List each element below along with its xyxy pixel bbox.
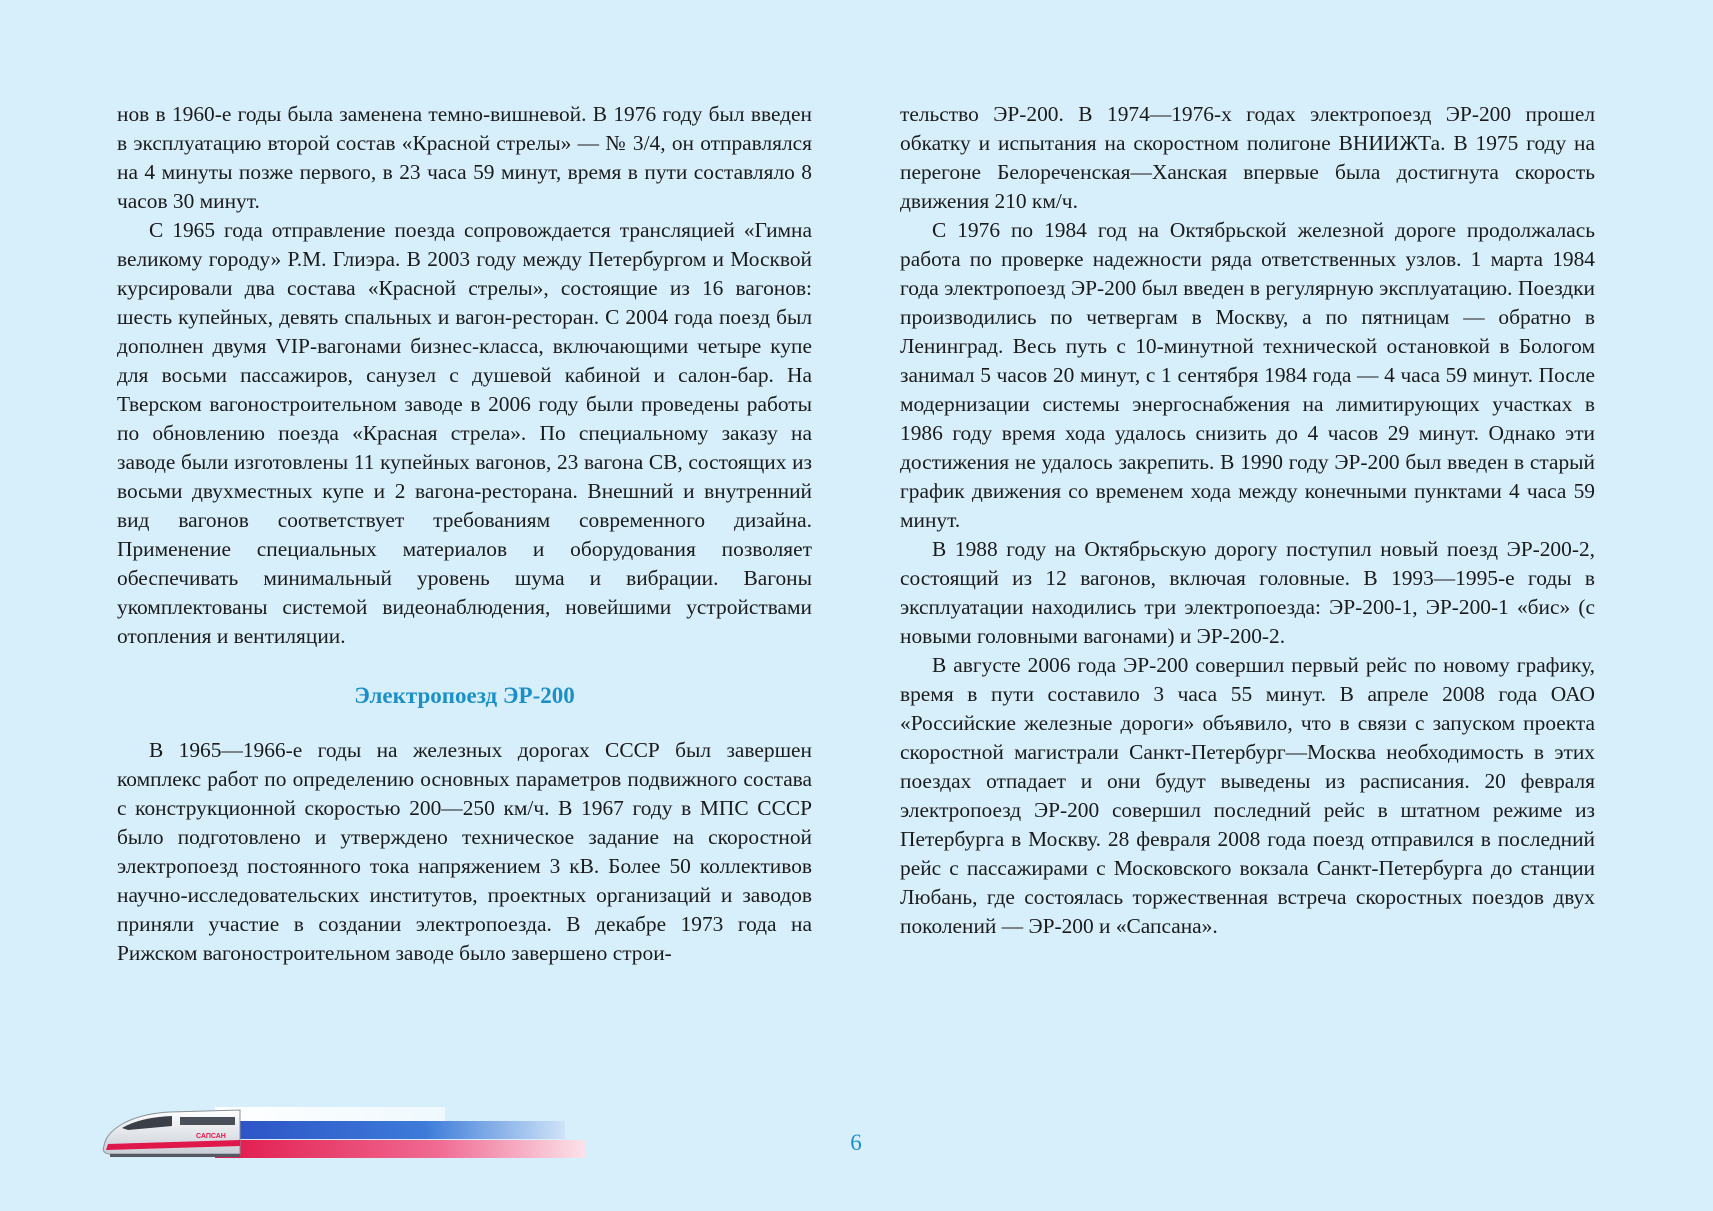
paragraph: С 1965 года отправление поезда сопровождается трансляцией «Гимна великому городу» Р.М. Глиэра. В 2003 году между Петербургом и Москвой курсировали два состава «Красной стрелы», состоящие из 16 вагонов: шесть купейных, девять спальных и вагон-ресторан. С 2004 года поезд был дополнен двумя VIP-вагонами бизнес-класса, включающими четыре купе для восьми пассажиров, санузел с душевой кабиной и салон-бар. На Тверском вагоностроительном заводе в 2006 году были проведены работы по обновлению поезда «Красная стрела». По специальному заказу на заводе были изготовлены 11 купейных вагонов, 23 вагона СВ, состоящих из восьми двухместных купе и 2 вагона-ресторана. Внешний и внутренний вид вагонов соответствует требованиям современного дизайна. Применение специальных материалов и оборудования позволяет обеспечивать минимальный уровень шума и вибрации. Вагоны укомплектованы системой видеонаблюдения, новейшими устройствами отопления и вентиляции.	[117, 218, 812, 648]
train-logo: САПСАН	[196, 1133, 226, 1140]
paragraph: В августе 2006 года ЭР-200 совершил первый рейс по новому графику, время в пути составило 3 часа 55 минут. В апреле 2008 года ОАО «Российские железные дороги» объявило, что в связи с запуском проекта скоростной магистрали Санкт-Петербург—Москва необходимость в этих поездах отпадает и они будут выведены из расписания. 20 февраля электропоезд ЭР-200 совершил последний рейс в штатном режиме из Петербурга в Москву. 28 февраля 2008 года поезд отправился в последний рейс с пассажирами с Московского вокзала Санкт-Петербурга до станции Любань, где состоялась торжественная встреча скоростных поездов двух поколений — ЭР-200 и «Сапсана».	[900, 653, 1595, 938]
paragraph: В 1965—1966-е годы на железных дорогах СССР был завершен комплекс работ по определению основных параметров подвижного состава с конструкционной скоростью 200—250 км/ч. В 1967 году в МПС СССР было подготовлено и утверждено техническое задание на скоростной электропоезд постоянного тока напряжением 3 кВ. Более 50 коллективов научно-исследовательских институтов, проектных организаций и заводов приняли участие в создании электропоезда. В декабре 1973 года на Рижском вагоностроительном заводе было завершено строи-	[117, 738, 812, 965]
section-heading: Электропоезд ЭР-200	[354, 683, 575, 708]
paragraph: тельство ЭР-200. В 1974—1976-х годах электропоезд ЭР-200 прошел обкатку и испытания на скоростном полигоне ВНИИЖТа. В 1975 году на перегоне Белореченская—Ханская впервые была достигнута скорость движения 210 км/ч.	[900, 102, 1595, 213]
page-number: 6	[850, 1130, 862, 1155]
right-column	[900, 100, 1595, 941]
paragraph: нов в 1960-е годы была заменена темно-вишневой. В 1976 году был введен в эксплуатацию второй состав «Красной стрелы» — № 3/4, он отправлялся на 4 минуты позже первого, в 23 часа 59 минут, время в пути составляло 8 часов 30 минут.	[117, 102, 812, 213]
paragraph: С 1976 по 1984 год на Октябрьской железной дороге продолжалась работа по проверке надежности ряда ответственных узлов. 1 марта 1984 года электропоезд ЭР-200 был введен в регулярную эксплуатацию. Поездки производились по четвергам в Москву, а по пятницам — обратно в Ленинград. Весь путь с 10-минутной технической остановкой в Бологом занимал 5 часов 20 минут, с 1 сентября 1984 года — 4 часа 59 минут. После модернизации системы энергоснабжения на лимитирующих участках в 1986 году время хода удалось снизить до 4 часов 29 минут. Однако эти достижения не удалось закрепить. В 1990 году ЭР-200 был введен в старый график движения со временем хода между конечными пунктами 4 часа 59 минут.	[900, 218, 1595, 532]
paragraph: В 1988 году на Октябрьскую дорогу поступил новый поезд ЭР-200-2, состоящий из 12 вагонов, включая головные. В 1993—1995-е годы в эксплуатации находились три электропоезда: ЭР-200-1, ЭР-200-1 «бис» (с новыми головными вагонами) и ЭР-200-2.	[900, 537, 1595, 648]
left-column	[117, 100, 812, 968]
train-icon	[100, 1100, 590, 1160]
